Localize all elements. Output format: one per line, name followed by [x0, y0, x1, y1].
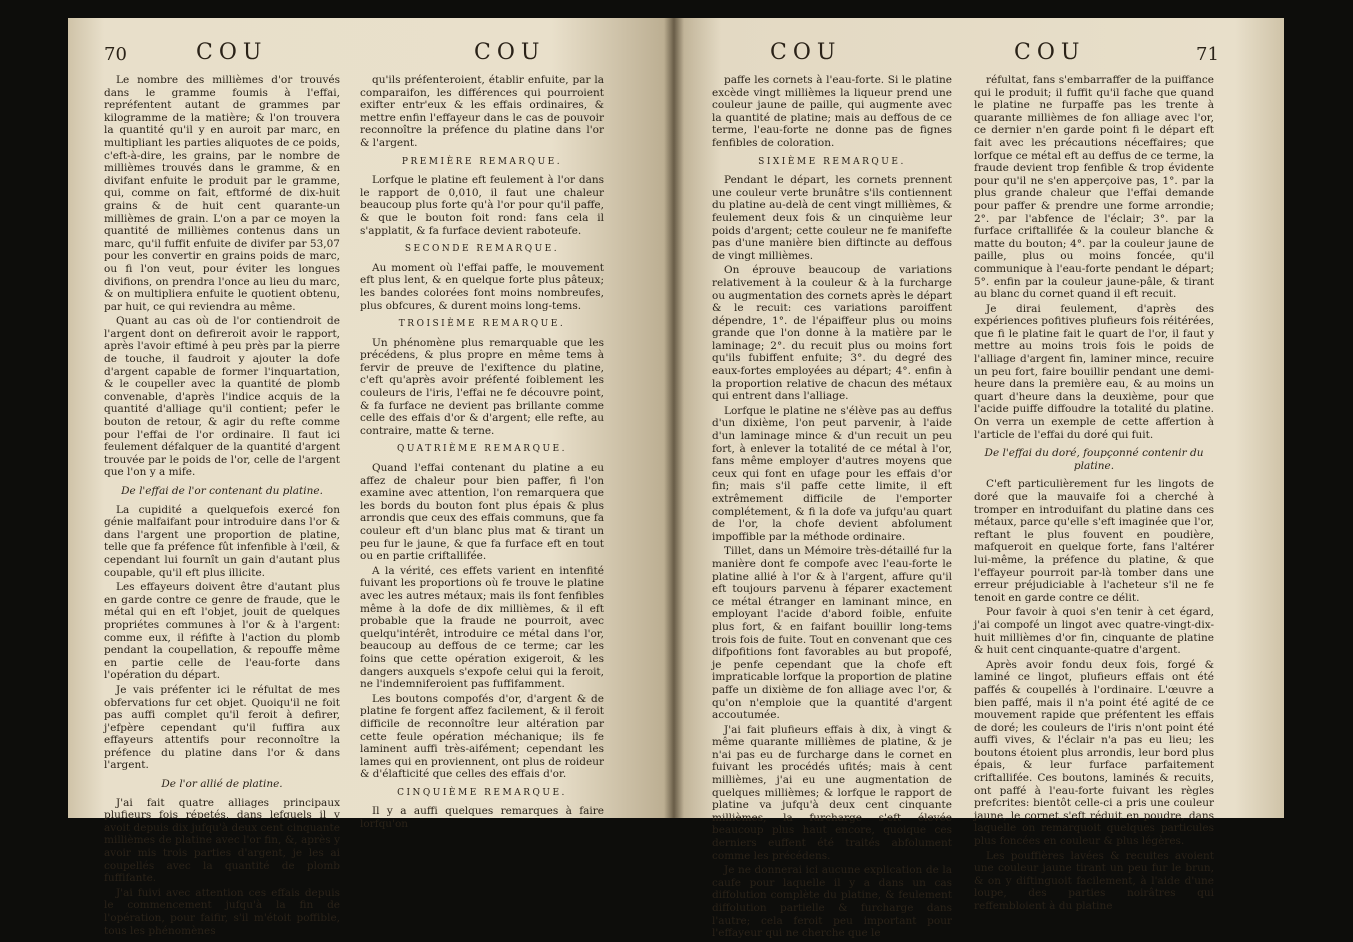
paragraph: Tillet, dans un Mémoire très-détaillé fur la manière dont fe compofe avec l'eau-forte le platine allié à l'or & à l'argent, affure qu'il eft toujours parvenu à féparer exactement ce métal étranger en laminant mince, en employant l'acide d'abord foible, enfuite plus fort, & en faifant bouillir long-tems trois fois de fuite. Tout en convenant que ces difpofitions font favorables au but propofé, je penfe cependant que la chofe eft impraticable lorfque la proportion de platine paffe un dixième de fon alliage avec l'or, & qu'on n'emploie que la quantité d'argent accoutumée.: [712, 545, 952, 722]
page-number: 71: [1196, 44, 1219, 65]
right-page: [672, 18, 1284, 940]
book-gutter: [664, 18, 684, 818]
paragraph: Les boutons compofés d'or, d'argent & de platine fe forgent affez facilement, & il feroit difficile de reconnoître leur altération par cette feule opération méchanique; ils fe laminent auffi très-aifément; cependant les lames qui en proviennent, ont plus de roideur & d'élafticité que celles des effais d'or.: [360, 692, 604, 781]
running-header-right: COU: [1014, 40, 1086, 65]
paragraph: La cupidité a quelquefois exercé fon génie malfaifant pour introduire dans l'or & dans l'argent une proportion de platine, telle que fa préfence fût infenfible à l'œil, & cependant lui fournît un gain d'autant plus coupable, qu'il eft plus illicite.: [104, 503, 340, 579]
paragraph: Un phénomène plus remarquable que les précédens, & plus propre en même tems à fervir de preuve de l'exiftence du platine, c'eft qu'après avoir préfenté foiblement les couleurs de l'iris, l'effai ne fe découvre point, & fa furface ne devient pas brillante comme celle des effais d'or & d'argent; elle refte, au contraire, matte & terne.: [360, 336, 604, 437]
paragraph: Il y a auffi quelques remarques à faire lorfqu'on: [360, 805, 604, 831]
paragraph: Je vais préfenter ici le réfultat de mes obfervations fur cet objet. Quoiqu'il ne foit pas auffi complet qu'il feroit à defirer, j'efpère cependant qu'il fuffira aux effayeurs attentifs pour reconnoître la préfence du platine dans l'or & dans l'argent.: [104, 683, 340, 772]
paragraph: J'ai fuivi avec attention ces effais depuis le commencement jufqu'à la fin de l'opération, pour faifir, s'il m'étoit poffible, tous les phénomènes: [104, 886, 340, 937]
paragraph: Les effayeurs doivent être d'autant plus en garde contre ce genre de fraude, que le métal qui en eft l'objet, jouit de quelques propriétes communes à l'or & à l'argent: comme eux, il réfifte à l'action du plomb pendant la coupellation, & repouffe même en partie celle de l'eau-forte dans l'opération du départ.: [104, 581, 340, 682]
paragraph: Quand l'effai contenant du platine a eu affez de chaleur pour bien paffer, fi l'on examine avec attention, l'on remarquera que les bords du bouton font plus épais & plus arrondis que ceux des effais communs, que fa couleur eft d'un blanc plus mat & tirant un peu fur le jaune, & que fa furface eft en tout ou en partie criftallifée.: [360, 462, 604, 563]
section-heading: SECONDE REMARQUE.: [404, 244, 560, 255]
left-page: [68, 18, 672, 937]
paragraph: Au moment où l'effai paffe, le mouvement eft plus lent, & en quelque forte plus pâteux; les bandes colorées font moins nombreufes, plus obfcures, & durent moins long-tems.: [360, 261, 604, 312]
paragraph: Lorfque le platine ne s'élève pas au deffus d'un dixième, l'on peut parvenir, à l'aide d'un laminage mince & d'un recuit un peu fort, à enlever la totalité de ce métal à l'or, fans même employer d'autres moyens que ceux qui font en ufage pour les effais d'or fin; mais s'il paffe cette limite, il eft extrêmement difficile de l'emporter complétement, & fi la dofe va jufqu'au quart de l'or, la chofe devient abfolument impoffible par la méthode ordinaire.: [712, 404, 952, 543]
section-heading: De l'effai du doré, foupçonné contenir du platine.: [984, 447, 1204, 472]
running-header-left: COU: [770, 40, 842, 65]
paragraph: J'ai fait quatre alliages principaux plufieurs fois répetés, dans lefquels il y avoit depuis dix jufqu'à deux cent cinquante millièmes de platine avec l'or fin, &, après y avoir mis trois parties d'argent, je les ai coupellés avec la quantité de plomb fuffifante.: [104, 796, 340, 885]
text-column-2: [974, 74, 1214, 915]
paragraph: réfultat, fans s'embarraffer de la puiffance qui le produit; il fuffit qu'il fache que quand le platine ne furpaffe pas les trente à quarante millièmes de fon alliage avec l'or, ce dernier n'en garde point fi le départ eft fait avec les précautions néceffaires; que lorfque ce métal eft au deffus de ce terme, la fraude devient trop fenfible & trop évidente pour qu'il ne s'en apperçoive pas, 1°. par la plus grande chaleur que l'effai demande pour paffer & prendre une forme arrondie; 2°. par l'abfence de l'éclair; 3°. par la furface criftallifée & la couleur blanche & matte du bouton; 4°. par la couleur jaune de paille, plus ou moins foncée, qu'il communique à l'eau-forte pendant le départ; 5°. enfin par la couleur jaune-pâle, & tirant au blanc du cornet quand il eft recuit.: [974, 74, 1214, 301]
section-heading: CINQUIÈME REMARQUE.: [397, 787, 567, 798]
paragraph: Lorfque le platine eft feulement à l'or dans le rapport de 0,010, il faut une chaleur beaucoup plus forte qu'à l'or pour qu'il paffe, & que le bouton foit rond: fans cela il s'applatit, & fa furface devient raboteufe.: [360, 174, 604, 237]
paragraph: Pour favoir à quoi s'en tenir à cet égard, j'ai compofé un lingot avec quatre-vingt-dix-huit millièmes d'or fin, cinquante de platine & huit cent cinquante-quatre d'argent.: [974, 606, 1214, 657]
paragraph: A la vérité, ces effets varient en intenfité fuivant les proportions où fe trouve le platine avec les autres métaux; mais ils font fenfibles même à la dofe de dix millièmes, & il eft probable que la fraude ne pourroit, avec quelqu'intérêt, introduire ce métal dans l'or, beaucoup au deffous de ce terme; car les foins que cette opération exigeroit, & les dangers auxquels s'expofe celui qui la feroit, ne l'indemniferoient pas fuffifamment.: [360, 564, 604, 691]
paragraph: On éprouve beaucoup de variations relativement à la couleur & à la furcharge ou augmentation des cornets après le départ & le recuit: ces variations paroiffent dépendre, 1°. de l'épaiffeur plus ou moins grande que l'on donne à la matière par le laminage; 2°. du recuit plus ou moins fort qu'ils fubiffent enfuite; 3°. du degré des eaux-fortes employées au départ; 4°. enfin à la proportion relative de chacun des métaux qui entrent dans l'alliage.: [712, 264, 952, 403]
paragraph: Quant au cas où de l'or contiendroit de l'argent dont on defireroit avoir le rapport, après l'avoir eftimé à peu près par la pierre de touche, il faudroit y ajouter la dofe d'argent capable de former l'inquartation, & le coupeller avec la quantité de plomb convenable, d'après l'indice acquis de la quantité d'alliage qu'il contient; pefer le bouton de retour, & agir du refte comme pour l'effai de l'or ordinaire. Il faut ici feulement défalquer de la quantité d'argent trouvée par le poids de l'or, celle de l'argent que l'on y a mife.: [104, 315, 340, 479]
paragraph: Après avoir fondu deux fois, forgé & laminé ce lingot, plufieurs effais ont été paffés & coupellés à l'ordinaire. L'œuvre a bien paffé, mais il n'a point été agité de ce mouvement rapide que préfentent les effais de doré; les couleurs de l'iris n'ont point été auffi vives, & l'éclair n'a pas eu lieu; les boutons étoient plus arrondis, leur bord plus épais, & leur furface parfaitement criftallifée. Ces boutons, laminés & recuits, ont paffé à l'eau-forte fuivant les règles prefcrites: bientôt celle-ci a pris une couleur jaune, le cornet s'eft réduit en poudre, dans laquelle on remarquoit quelques particules plus foncées en couleur & plus légères.: [974, 658, 1214, 848]
section-heading: De l'effai de l'or contenant du platine.: [121, 485, 323, 497]
page-number: 70: [104, 44, 127, 65]
text-column-2: [360, 74, 604, 833]
paragraph: paffe les cornets à l'eau-forte. Si le platine excède vingt millièmes la liqueur prend une couleur jaune de paille, qui augmente avec la quantité de platine; mais au deffous de ce terme, l'eau-forte ne donne pas de fignes fenfibles de coloration.: [712, 74, 952, 149]
paragraph: Pendant le départ, les cornets prennent une couleur verte brunâtre s'ils contiennent du platine au-delà de cent vingt millièmes, & feulement deux fois & un cinquième leur poids d'argent; cette couleur ne fe manifefte pas d'une manière bien diftincte au deffous de vingt millièmes.: [712, 174, 952, 262]
paragraph: C'eft particulièrement fur les lingots de doré que la mauvaife foi a cherché à tromper en introduifant du platine dans ces métaux, parce qu'elle s'eft imaginée que l'or, reftant le plus fouvent en poudière, mafqueroit en quelque forte, fans l'altérer lui-même, la préfence du platine, & que l'effayeur pourroit par-là tomber dans une erreur préjudiciable à l'acheteur s'il ne fe tenoit en garde contre ce délit.: [974, 478, 1214, 604]
section-heading: SIXIÈME REMARQUE.: [758, 156, 906, 167]
section-heading: PREMIÈRE REMARQUE.: [401, 156, 563, 167]
paragraph: Je dirai feulement, d'après des expériences pofitives plufieurs fois réitérées, que fi le platine fait le quart de l'or, il faut y mettre au moins trois fois le poids de l'alliage d'argent fin, laminer mince, recuire un peu fort, faire bouillir pendant une demi-heure dans la première eau, & au moins un quart d'heure dans la deuxième, pour que l'acide puiffe diffoudre la totalité du platine. On verra un exemple de cette affertion à l'article de l'effai du doré qui fuit.: [974, 302, 1214, 441]
text-column-1: [712, 74, 952, 942]
section-heading: De l'or allié de platine.: [161, 778, 283, 791]
section-heading: TROISIÈME REMARQUE.: [398, 319, 566, 330]
paragraph: Les pouffières lavées & recuites avoient une couleur jaune tirant un peu fur le brun, & on y diftinguoit facilement, à l'aide d'une loupe, des parties noirâtres qui reffembloient à du platine: [974, 849, 1214, 912]
paragraph: J'ai fait plufieurs effais à dix, à vingt & même quarante millièmes de platine, & je n'ai pas eu de furcharge dans le cornet en fuivant les procédés ufités; mais à cent millièmes, j'ai eu une augmentation de quelques millièmes; & lorfque le rapport de platine va jufqu'à deux cent cinquante millièmes, la furcharge s'eft élevée beaucoup plus haut encore, quoique ces derniers euffent été traités abfolument comme les précédens.: [712, 723, 952, 862]
section-heading: QUATRIÈME REMARQUE.: [397, 444, 567, 455]
text-column-1: [104, 74, 340, 939]
running-header-left: COU: [196, 40, 268, 65]
paragraph: Le nombre des millièmes d'or trouvés dans le gramme foumis à l'effai, repréfentent autant de grammes par kilogramme de la matière; & l'on trouvera la quantité qu'il y en auroit par marc, en multipliant les parties aliquotes de ce poids, c'eft-à-dire, les grains, par le nombre de millièmes trouvés dans le gramme, & en divifant enfuite le produit par le gramme, qui, comme on fait, eftformé de dix-huit grains & de huit cent quarante-un millièmes de grain. L'on a par ce moyen la quantité de millièmes contenus dans un marc, qu'il fuffit enfuite de divifer par 53,07 pour les convertir en grains poids de marc, ou fi l'on veut, pour éviter les longues divifions, on prendra l'once au lieu du marc, & on multipliera enfuite le quotient obtenu, par huit, ce qui reviendra au même.: [104, 74, 340, 313]
running-header-right: COU: [474, 40, 546, 65]
paragraph: Je ne donnerai ici aucune explication de la caufe pour laquelle il y a dans un cas diffolution complète du platine, & feulement diffolution partielle & furcharge dans l'autre; cela feroit peu important pour l'effayeur qui ne cherche que le: [712, 864, 952, 940]
paragraph: qu'ils préfenteroient, établir enfuite, par la comparaifon, les différences qui pourroient exifter entr'eux & les effais ordinaires, & mettre enfin l'effayeur dans le cas de pouvoir reconnoître la préfence du platine dans l'or & l'argent.: [360, 74, 604, 149]
